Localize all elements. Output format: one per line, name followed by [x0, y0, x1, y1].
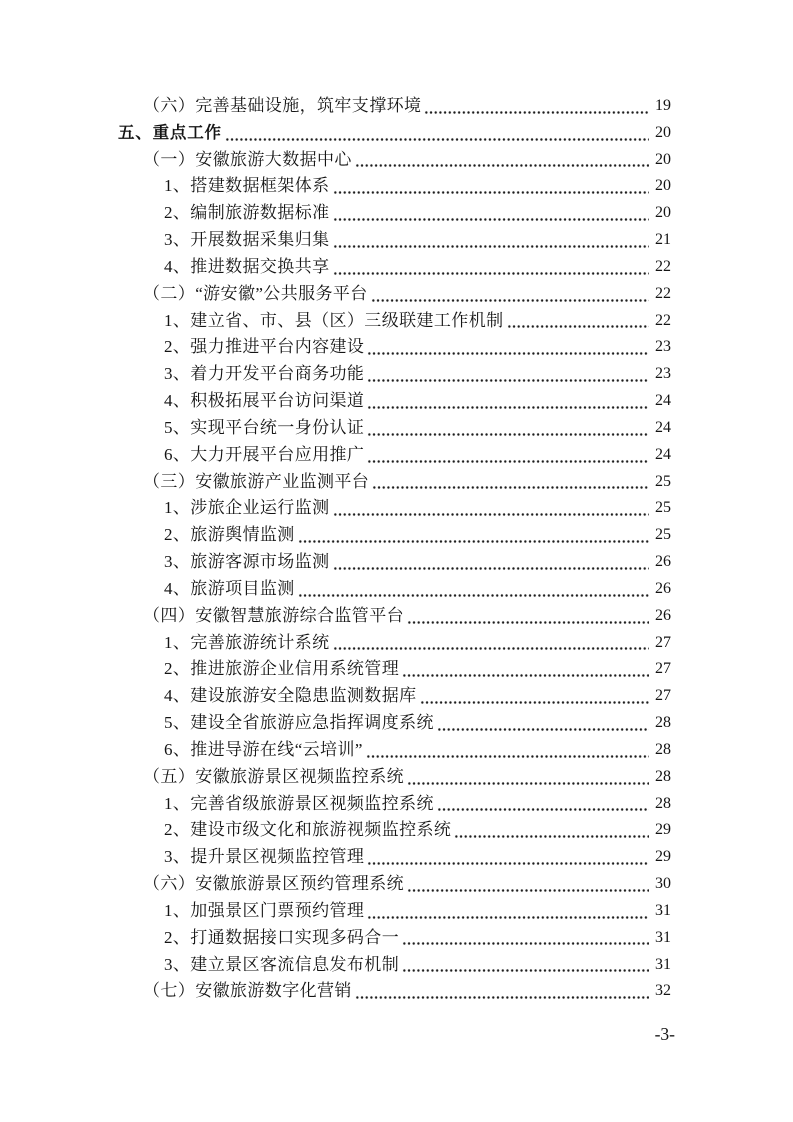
toc-entry-page-number: 28 — [655, 767, 671, 785]
toc-dot-leader — [367, 388, 649, 415]
toc-entry-page-number: 25 — [655, 499, 671, 517]
toc-entry[interactable] — [118, 710, 671, 737]
toc-entry[interactable] — [118, 683, 671, 710]
toc-entry[interactable] — [118, 898, 671, 925]
toc-entry-page-number: 22 — [655, 311, 671, 329]
toc-entry-title: 1、建立省、市、县（区）三级联建工作机制 — [164, 310, 504, 330]
toc-entry-title: 4、旅游项目监测 — [164, 578, 295, 598]
toc-dot-leader — [355, 147, 649, 174]
toc-entry-page-number: 28 — [655, 714, 671, 732]
toc-entry-page-number: 32 — [655, 982, 671, 1000]
toc-entry-title: （五）安徽旅游景区视频监控系统 — [143, 766, 404, 786]
toc-entry-page-number: 26 — [655, 606, 671, 624]
toc-dot-leader — [371, 281, 649, 308]
toc-entry[interactable] — [118, 200, 671, 227]
toc-entry[interactable] — [118, 254, 671, 281]
toc-entry[interactable] — [118, 925, 671, 952]
toc-entry[interactable] — [118, 415, 671, 442]
toc-entry-page-number: 24 — [655, 418, 671, 436]
toc-entry-page-number: 27 — [655, 660, 671, 678]
toc-dot-leader — [298, 522, 649, 549]
toc-entry-title: 1、加强景区门票预约管理 — [164, 900, 365, 920]
toc-entry[interactable] — [118, 147, 671, 174]
toc-entry-page-number: 20 — [655, 204, 671, 222]
toc-entry-page-number: 20 — [655, 150, 671, 168]
toc-dot-leader — [333, 630, 650, 657]
toc-dot-leader — [367, 415, 649, 442]
toc-entry-page-number: 24 — [655, 445, 671, 463]
toc-entry-title: （六）安徽旅游景区预约管理系统 — [143, 874, 404, 894]
toc-dot-leader — [507, 308, 650, 335]
toc-dot-leader — [407, 871, 649, 898]
toc-entry-title: （二）“游安徽”公共服务平台 — [143, 283, 368, 303]
toc-entry[interactable] — [118, 978, 671, 1005]
toc-entry-page-number: 19 — [655, 97, 671, 114]
toc-dot-leader — [402, 952, 649, 979]
toc-entry[interactable] — [118, 469, 671, 496]
toc-entry-title: 4、积极拓展平台访问渠道 — [164, 391, 365, 411]
toc-entry-page-number: 31 — [655, 901, 671, 919]
toc-entry-title: 2、旅游舆情监测 — [164, 525, 295, 545]
toc-entry[interactable] — [118, 603, 671, 630]
toc-dot-leader — [298, 576, 649, 603]
toc-entry[interactable] — [118, 871, 671, 898]
toc-entry[interactable] — [118, 522, 671, 549]
toc-entry-title: 6、推进导游在线“云培训” — [164, 739, 363, 759]
toc-dot-leader — [437, 710, 649, 737]
toc-entry[interactable] — [118, 549, 671, 576]
toc-entry-title: 3、着力开发平台商务功能 — [164, 364, 365, 384]
toc-entry-page-number: 31 — [655, 928, 671, 946]
toc-entry-page-number: 24 — [655, 392, 671, 410]
toc-entry-page-number: 29 — [655, 821, 671, 839]
toc-dot-leader — [402, 925, 649, 952]
toc-entry-title: （三）安徽旅游产业监测平台 — [143, 471, 370, 491]
toc-entry-title: 4、建设旅游安全隐患监测数据库 — [164, 686, 417, 706]
toc-entry[interactable] — [118, 227, 671, 254]
toc-dot-leader — [333, 200, 650, 227]
toc-entry-page-number: 25 — [655, 526, 671, 544]
toc-entry[interactable] — [118, 791, 671, 818]
toc-entry[interactable] — [118, 817, 671, 844]
toc-dot-leader — [407, 603, 649, 630]
toc-entry-title: 1、搭建数据框架体系 — [164, 176, 330, 196]
toc-entry-page-number: 20 — [655, 123, 671, 141]
toc-dot-leader — [454, 817, 649, 844]
toc-entry[interactable] — [118, 388, 671, 415]
toc-entry-page-number: 28 — [655, 740, 671, 758]
toc-entry-title: 5、实现平台统一身份认证 — [164, 417, 365, 437]
toc-entry[interactable] — [118, 576, 671, 603]
toc-dot-leader — [225, 120, 649, 147]
toc-dot-leader — [333, 549, 650, 576]
toc-entry[interactable] — [118, 334, 671, 361]
toc-dot-leader — [333, 495, 650, 522]
toc-entry[interactable] — [118, 952, 671, 979]
toc-dot-leader — [367, 844, 649, 871]
toc-entry-page-number: 27 — [655, 687, 671, 705]
toc-entry-page-number: 28 — [655, 794, 671, 812]
toc-entry[interactable] — [118, 120, 671, 147]
toc-entry[interactable] — [118, 93, 671, 120]
toc-entry[interactable] — [118, 281, 671, 308]
toc-entry[interactable] — [118, 173, 671, 200]
toc-entry-title: 2、编制旅游数据标准 — [164, 203, 330, 223]
toc-dot-leader — [333, 227, 650, 254]
toc-dot-leader — [333, 254, 650, 281]
toc-entry-title: 五、重点工作 — [118, 123, 222, 142]
toc-entry-title: 2、打通数据接口实现多码合一 — [164, 927, 400, 947]
toc-entry[interactable] — [118, 442, 671, 469]
toc-dot-leader — [367, 898, 649, 925]
toc-entry[interactable] — [118, 361, 671, 388]
toc-entry-page-number: 23 — [655, 365, 671, 383]
toc-entry-title: 6、大力开展平台应用推广 — [164, 444, 365, 464]
toc-dot-leader — [402, 656, 649, 683]
toc-entry-title: 1、完善省级旅游景区视频监控系统 — [164, 793, 434, 813]
toc-entry-title: 5、建设全省旅游应急指挥调度系统 — [164, 713, 434, 733]
toc-entry-title: （一）安徽旅游大数据中心 — [143, 149, 352, 169]
toc-entry-title: 4、推进数据交换共享 — [164, 256, 330, 276]
toc-entry[interactable] — [118, 844, 671, 871]
page-footer — [0, 1021, 793, 1047]
toc-entry-page-number: 20 — [655, 177, 671, 195]
toc-entry-page-number: 22 — [655, 284, 671, 302]
toc-dot-leader — [424, 93, 649, 120]
toc-entry[interactable] — [118, 630, 671, 657]
toc-dot-leader — [437, 791, 649, 818]
toc-dot-leader — [407, 764, 649, 791]
toc-entry-title: 2、强力推进平台内容建设 — [164, 337, 365, 357]
toc-entry-title: 3、旅游客源市场监测 — [164, 552, 330, 572]
toc-entry-title: 2、推进旅游企业信用系统管理 — [164, 659, 400, 679]
toc-dot-leader — [420, 683, 650, 710]
toc-entry-title: 1、完善旅游统计系统 — [164, 632, 330, 652]
toc-entry-page-number: 23 — [655, 338, 671, 356]
toc-entry-page-number: 31 — [655, 955, 671, 973]
toc-entry-page-number: 26 — [655, 579, 671, 597]
toc-entry-title: 3、提升景区视频监控管理 — [164, 847, 365, 867]
toc-entry[interactable] — [118, 656, 671, 683]
toc-entry-page-number: 25 — [655, 472, 671, 490]
toc-entry-page-number: 26 — [655, 553, 671, 571]
toc-dot-leader — [333, 173, 650, 200]
toc-dot-leader — [366, 737, 649, 764]
toc-entry-title: 3、建立景区客流信息发布机制 — [164, 954, 400, 974]
toc-entry-page-number: 29 — [655, 848, 671, 866]
toc-entry-page-number: 27 — [655, 633, 671, 651]
toc-entry-page-number: 30 — [655, 875, 671, 893]
toc-entry[interactable] — [118, 737, 671, 764]
toc-dot-leader — [372, 469, 649, 496]
toc-entry-title: 3、开展数据采集归集 — [164, 230, 330, 250]
toc-entry-page-number: 21 — [655, 231, 671, 249]
toc-entry-title: （七）安徽旅游数字化营销 — [143, 981, 352, 1001]
toc-entry[interactable] — [118, 308, 671, 335]
toc-entry[interactable] — [118, 764, 671, 791]
toc-dot-leader — [367, 361, 649, 388]
toc-dot-leader — [355, 978, 649, 1005]
toc-dot-leader — [367, 334, 649, 361]
toc-dot-leader — [367, 442, 649, 469]
toc-entry-title: （六）完善基础设施，筑牢支撑环境 — [143, 96, 422, 115]
toc-entry-title: 1、涉旅企业运行监测 — [164, 498, 330, 518]
toc-entry-title: 2、建设市级文化和旅游视频监控系统 — [164, 820, 452, 840]
toc-entry-title: （四）安徽智慧旅游综合监管平台 — [143, 605, 404, 625]
page-number: -3- — [654, 1024, 675, 1045]
toc-entry[interactable] — [118, 495, 671, 522]
toc-entry-page-number: 22 — [655, 257, 671, 275]
